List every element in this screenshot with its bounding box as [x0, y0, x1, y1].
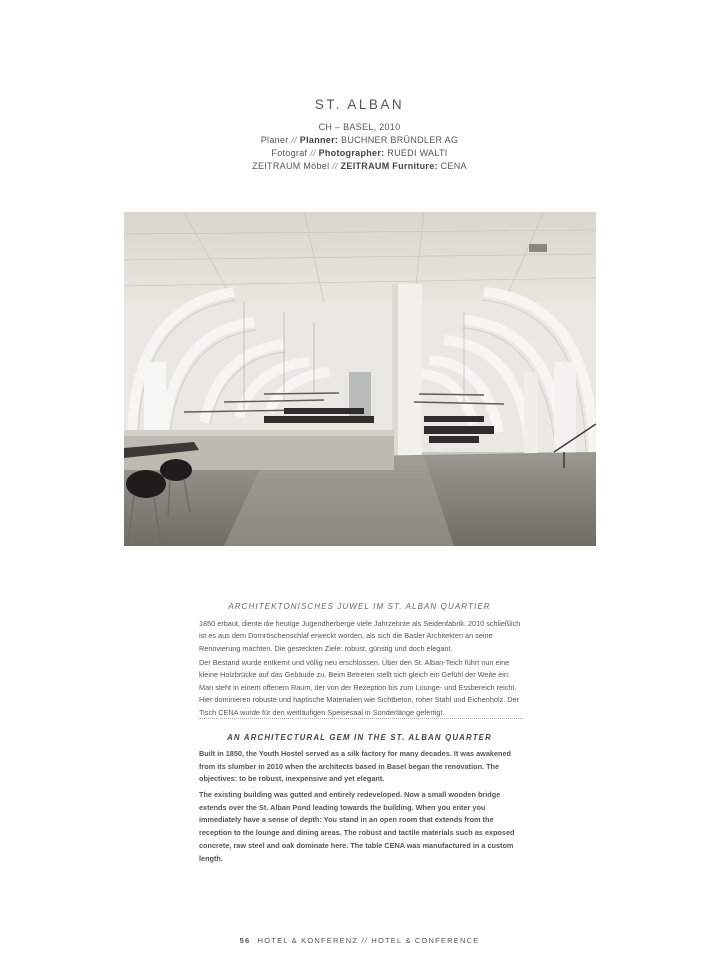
furniture-line: [0, 161, 719, 171]
page-footer: [0, 936, 719, 945]
planner-label-en: Planner:: [299, 135, 339, 145]
furniture-label-en: ZEITRAUM Furniture:: [340, 161, 438, 171]
photographer-name: RUEDI WALTI: [387, 148, 448, 158]
photographer-line: [0, 148, 719, 158]
english-heading: AN ARCHITECTURAL GEM IN THE ST. ALBAN QUARTER: [227, 733, 492, 742]
footer-section-en: HOTEL & CONFERENCE: [371, 936, 480, 945]
footer-separator: //: [361, 936, 369, 945]
english-paragraph-2: The existing building was gutted and entirely redeveloped. Now a small wooden bridge extends over the St. Alban Pond leading towards the building. When you enter you immediately have a sense of depth: You stand in an open room that extends from the reception to the lounge and dining areas. The robust and tactile materials such as exposed concrete, raw steel and oak dominate here. The table CENA was manufactured in a custom length.: [199, 790, 515, 863]
separator: //: [332, 161, 338, 171]
separator: //: [310, 148, 316, 158]
dotted-divider: [199, 718, 523, 719]
location-line: CH – BASEL, 2010: [318, 122, 401, 132]
furniture-name: CENA: [440, 161, 467, 171]
photographer-label-en: Photographer:: [318, 148, 385, 158]
furniture-label-de: ZEITRAUM Möbel: [252, 161, 330, 171]
planner-name: BUCHNER BRÜNDLER AG: [341, 135, 459, 145]
german-paragraph-1: 1850 erbaut, diente die heutige Jugendherberge viele Jahrzehnte als Seidenfabrik. 2010 schließlich ist es aus dem Dornröschenschlaf erweckt worden, als sich die Basler Architekten an seine Renovierung machten. Die gesteckten Ziele: robust, günstig und doch elegant.: [199, 619, 521, 653]
photographer-label-de: Fotograf: [271, 148, 308, 158]
vaulted-hall-illustration: [124, 212, 596, 546]
planner-label-de: Planer: [260, 135, 289, 145]
page-title: ST. ALBAN: [314, 97, 405, 112]
german-paragraph-2: Der Bestand wurde entkernt und völlig neu erschlossen. Über den St. Alban-Teich führt nun eine kleine Holzbrücke auf das Gebäude zu. Beim Betreten stellt sich gleich ein Gefühl der Weite ein: Man steht in einem offenem Raum, der von der Rezeption bis zum Lounge- und Essbereich reicht. Hier dominieren robuste und haptische Materialien wie Sichtbeton, roher Stahl und Eichenholz. Der Tisch CENA wurde für den weitläufigen Speisesaal in Sonderlänge gefertigt.: [199, 658, 520, 717]
german-heading: ARCHITEKTONISCHES JUWEL IM ST. ALBAN QUARTIER: [228, 602, 491, 611]
english-paragraph-1: Built in 1850, the Youth Hostel served as a silk factory for many decades. It was awakened from its slumber in 2010 when the architects based in Basel began the renovation. The objectives: to be robust, inexpensive and yet elegant.: [199, 749, 511, 784]
separator: //: [291, 135, 297, 145]
page-number: 56: [239, 936, 251, 945]
footer-section-de: HOTEL & KONFERENZ: [257, 936, 359, 945]
interior-photo: [124, 212, 596, 546]
planner-line: [0, 135, 719, 145]
